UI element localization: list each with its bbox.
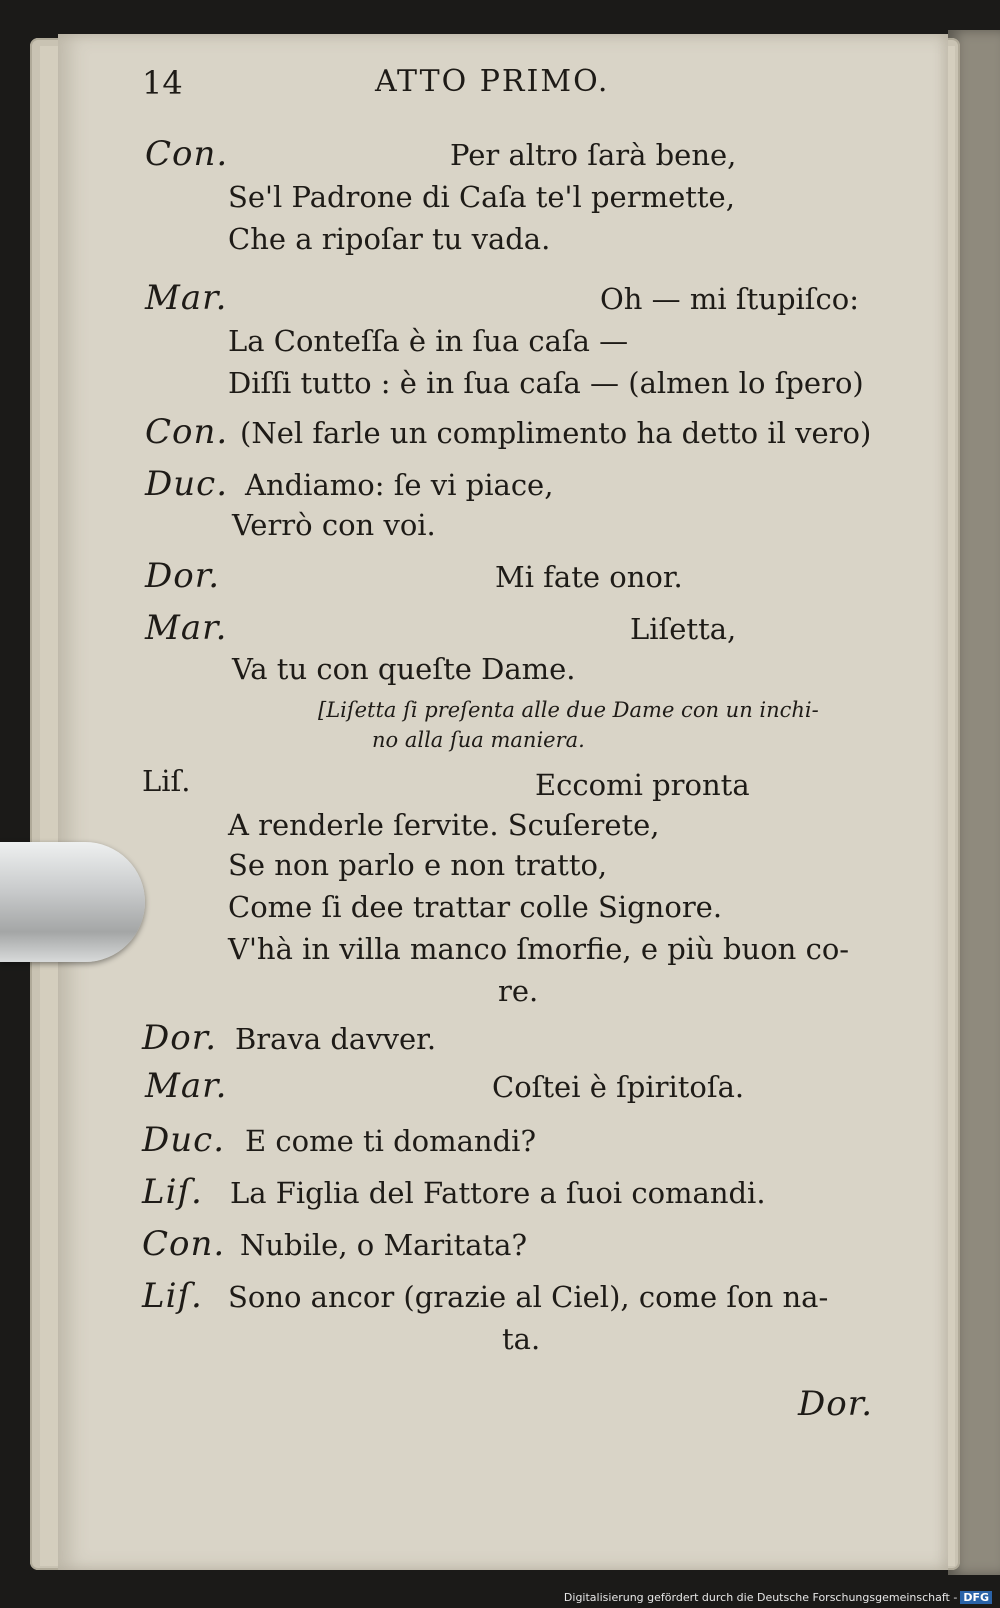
line: Eccomi pronta: [535, 768, 750, 802]
speaker: Duc.: [142, 1120, 226, 1160]
line: E come ti domandi?: [245, 1124, 536, 1158]
line: Sono ancor (grazie al Ciel), come ſon na-: [228, 1280, 829, 1314]
line: Brava davver.: [235, 1022, 437, 1056]
line: La Figlia del Fattore a ſuoi comandi.: [230, 1176, 766, 1210]
footer: [564, 1591, 992, 1604]
line: Nubile, o Maritata?: [240, 1228, 527, 1262]
line: Va tu con queſte Dame.: [232, 652, 576, 686]
line: Diſſi tutto : è in ſua caſa — (almen lo ſpero): [228, 366, 864, 400]
line: Oh — mi ſtupiſco:: [600, 282, 859, 316]
line: Per altro ſarà bene,: [450, 138, 737, 172]
speaker: Dor.: [142, 1018, 218, 1058]
book-clamp: [0, 842, 145, 962]
line: Verrò con voi.: [232, 508, 436, 542]
speaker: Con.: [145, 412, 229, 452]
line: Come ſi dee trattar colle Signore.: [228, 890, 723, 924]
speaker: Liſ.: [142, 1276, 203, 1316]
speaker: Duc.: [145, 464, 229, 504]
line: Liſetta,: [630, 612, 737, 646]
stage-direction: [Liſetta ſi preſenta alle due Dame con un inchi-: [318, 698, 819, 722]
line: A renderle ſervite. Scuſerete,: [228, 808, 660, 842]
catchword: Dor.: [798, 1384, 874, 1424]
line: La Conteſſa è in ſua caſa —: [228, 324, 629, 358]
page-number: 14: [142, 64, 183, 102]
line: (Nel farle un complimento ha detto il vero): [240, 416, 872, 450]
line: Mi fate onor.: [495, 560, 683, 594]
speaker: Con.: [145, 134, 229, 174]
speaker: Mar.: [145, 1066, 228, 1106]
stage-direction: no alla ſua maniera.: [372, 728, 585, 752]
line: V'hà in villa manco ſmorfie, e più buon co-: [228, 932, 850, 966]
line: Se'l Padrone di Caſa te'l permette,: [228, 180, 735, 214]
speaker: Dor.: [145, 556, 221, 596]
footer-text: Digitalisierung gefördert durch die Deutsche Forschungsgemeinschaft -: [563, 1591, 958, 1604]
line: Se non parlo e non tratto,: [228, 848, 608, 882]
speaker: Liſ.: [142, 1172, 203, 1212]
line: Che a ripoſar tu vada.: [228, 222, 551, 256]
line: Andiamo: ſe vi piace,: [245, 468, 554, 502]
speaker: Liſ.: [142, 764, 191, 798]
speaker: Mar.: [145, 278, 228, 318]
speaker: Con.: [142, 1224, 226, 1264]
running-title: ATTO PRIMO.: [375, 64, 610, 99]
line: re.: [498, 974, 539, 1008]
speaker: Mar.: [145, 608, 228, 648]
line: ta.: [502, 1322, 541, 1356]
line: Coſtei è ſpiritoſa.: [492, 1070, 745, 1104]
dfg-logo: DFG: [960, 1591, 992, 1604]
